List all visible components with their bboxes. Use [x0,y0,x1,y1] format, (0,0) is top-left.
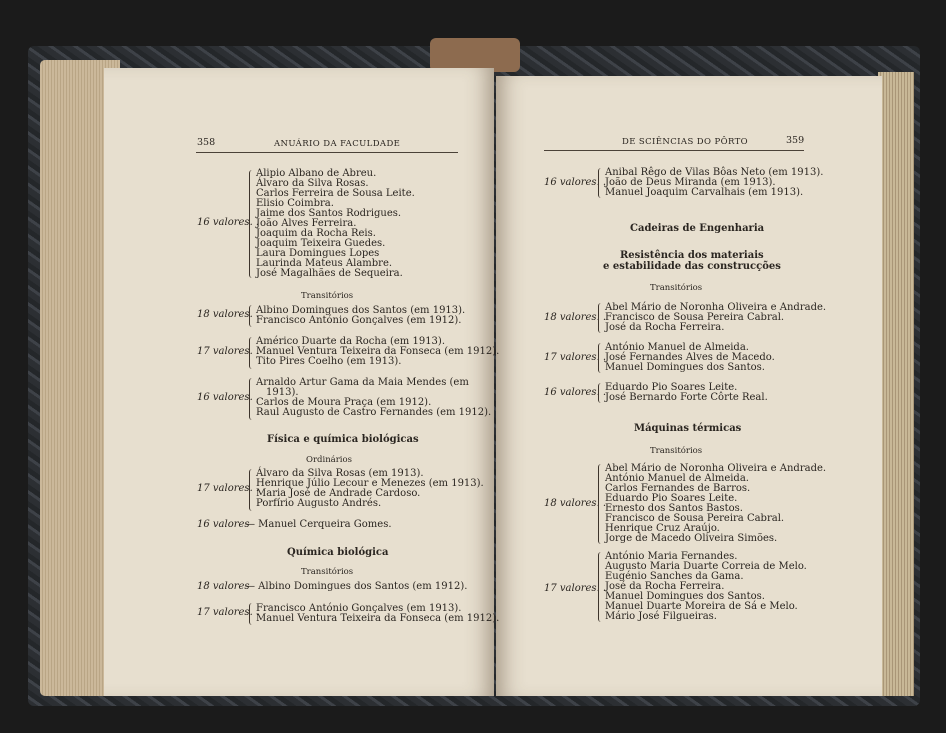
entry-text: — Manuel Cerqueira Gomes. [245,519,392,530]
list-item: 1913). [266,387,299,398]
list-item: Elisio Coimbra. [256,198,334,209]
list-item: Manuel Domingues dos Santos. [605,591,765,602]
group-brace [249,305,253,327]
list-item: Raul Augusto de Castro Fernandes (em 1912). [256,407,492,418]
group-brace [249,378,253,420]
entry-text: — Albino Domingues dos Santos (em 1912). [245,581,468,592]
section-title: Máquinas térmicas [634,423,742,434]
list-item: Arnaldo Artur Gama da Maia Mendes (em [256,377,469,388]
list-item: António Maria Fernandes. [605,551,738,562]
subheading: Ordinários [306,455,352,465]
group-label: 17 valores. . [544,583,607,594]
group-label: 17 valores. . [197,483,260,494]
list-item: Eugénio Sanches da Gama. [605,571,744,582]
group-label: 16 valores. . [544,177,607,188]
section-title: Resistência dos materiais [620,250,764,261]
group-label: 17 valores. . [197,607,260,618]
group-label: 17 valores. . [197,346,260,357]
list-item: José da Rocha Ferreira. [605,581,725,592]
list-item: Porfírio Augusto Andrés. [256,498,382,509]
group-label: 18 valores. . [544,498,607,509]
list-item: Álvaro da Silva Rosas (em 1913). [256,468,424,479]
list-item: José Magalhães de Sequeira. [256,268,403,279]
list-item: Carlos de Moura Praça (em 1912). [256,397,432,408]
list-item: Manuel Ventura Teixeira da Fonseca (em 1912). [256,346,500,357]
list-item: Albino Domingues dos Santos (em 1913). [256,305,466,316]
list-item: João Alves Ferreira. [256,218,357,229]
list-item: Alipio Albano de Abreu. [256,168,377,179]
group-label: 16 valores. . [197,217,260,228]
group-brace [249,337,253,369]
list-item: Manuel Ventura Teixeira da Fonseca (em 1912). [256,613,500,624]
list-item: Eduardo Pio Soares Leite. [605,493,738,504]
running-head-right: DE SCIÊNCIAS DO PÔRTO [622,137,749,147]
list-item: Henrique Cruz Araújo. [605,523,720,534]
section-title: Química biológica [287,547,389,558]
list-item: Francisco António Gonçalves (em 1913). [256,603,462,614]
list-item: Francisco de Sousa Pereira Cabral. [605,312,785,323]
group-brace [598,343,602,373]
section-title: Cadeiras de Engenharia [630,223,765,234]
list-item: Joaquim da Rocha Reis. [256,228,376,239]
list-item: Carlos Fernandes de Barros. [605,483,751,494]
list-item: Manuel Joaquim Carvalhais (em 1913). [605,187,804,198]
group-brace [598,552,602,622]
list-item: Eduardo Pio Soares Leite. [605,382,738,393]
list-item: Francisco António Gonçalves (em 1912). [256,315,462,326]
list-item: Laura Domingues Lopes [256,248,380,259]
page-edges-right [878,72,914,696]
group-label: 17 valores. . [544,352,607,363]
group-label: 18 valores. . [544,312,607,323]
list-item: Anibal Rêgo de Vilas Bôas Neto (em 1913). [605,167,824,178]
entry-label: 18 valores [197,581,250,592]
header-rule-right [544,150,804,151]
list-item: Augusto Maria Duarte Correia de Melo. [605,561,807,572]
list-item: José Bernardo Forte Côrte Real. [605,392,768,403]
list-item: Maria José de Andrade Cardoso. [256,488,421,499]
group-label: 16 valores. . [544,387,607,398]
subheading: Transitórios [650,446,703,456]
list-item: Ernesto dos Santos Bastos. [605,503,743,514]
list-item: Manuel Duarte Moreira de Sá e Melo. [605,601,798,612]
subheading: Transitórios [301,567,354,577]
group-label: 18 valores. . [197,309,260,320]
list-item: António Manuel de Almeida. [605,473,749,484]
list-item: Abel Mário de Noronha Oliveira e Andrade. [605,302,827,313]
list-item: Laurinda Mateus Alambre. [256,258,393,269]
list-item: António Manuel de Almeida. [605,342,749,353]
list-item: Abel Mário de Noronha Oliveira e Andrade. [605,463,827,474]
section-title: Física e química biológicas [267,434,419,445]
group-brace [249,603,253,625]
subheading: Transitórios [650,283,703,293]
list-item: Álvaro da Silva Rosas. [256,178,369,189]
header-rule-left [196,152,458,153]
running-head-left: ANUÁRIO DA FACULDADE [274,139,401,149]
list-item: Tito Pires Coelho (em 1913). [256,356,402,367]
page-number-left: 358 [197,137,216,148]
group-brace [598,303,602,333]
list-item: João de Deus Miranda (em 1913). [605,177,776,188]
list-item: Américo Duarte da Rocha (em 1913). [256,336,445,347]
group-brace [598,464,602,544]
list-item: Joaquim Teixeira Guedes. [256,238,386,249]
list-item: Mário José Filgueiras. [605,611,717,622]
entry-label: 16 valores [197,519,250,530]
page-number-right: 359 [786,135,805,146]
group-brace [598,383,602,403]
subheading: Transitórios [301,291,354,301]
list-item: José Fernandes Alves de Macedo. [605,352,775,363]
section-title: e estabilidade das construcções [603,261,781,272]
list-item: Jorge de Macedo Oliveira Simões. [605,533,778,544]
group-brace [598,168,602,198]
list-item: Carlos Ferreira de Sousa Leite. [256,188,415,199]
list-item: José da Rocha Ferreira. [605,322,725,333]
group-brace [249,170,253,278]
group-label: 16 valores. . [197,392,260,403]
list-item: Francisco de Sousa Pereira Cabral. [605,513,785,524]
book-spine [430,38,520,72]
group-brace [249,469,253,511]
list-item: Henrique Júlio Lecour e Menezes (em 1913). [256,478,484,489]
list-item: Jaime dos Santos Rodrigues. [256,208,402,219]
list-item: Manuel Domingues dos Santos. [605,362,765,373]
